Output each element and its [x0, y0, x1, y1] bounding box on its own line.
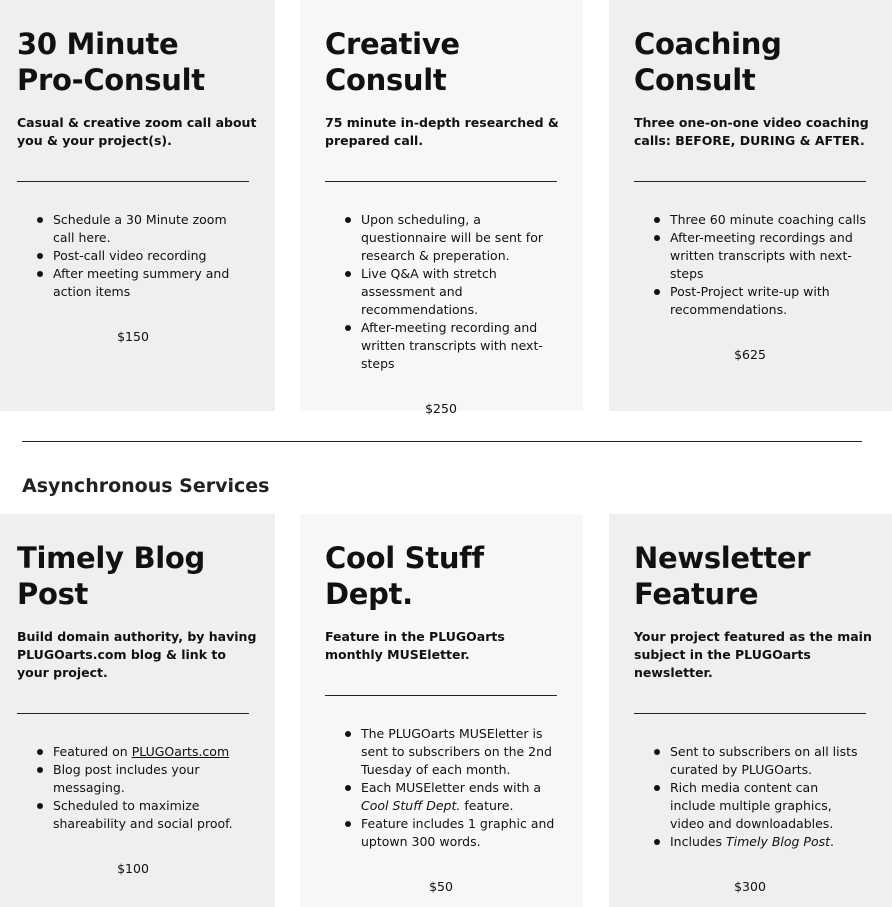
italic-text: Cool Stuff Dept. — [361, 798, 461, 813]
feature-list — [325, 211, 566, 373]
card-title — [325, 540, 566, 612]
list-item: Schedule a 30 Minute zoom call here. — [53, 211, 249, 247]
card-subtitle: Your project featured as the main subject in the PLUGOarts newsletter. — [634, 629, 872, 680]
list-item: Blog post includes your messaging. — [53, 761, 249, 797]
price-label: $625 — [734, 347, 766, 362]
card-divider — [17, 713, 249, 714]
list-item: After-meeting recordings and written transcripts with next-steps — [670, 229, 866, 283]
feature-list — [634, 211, 875, 319]
card-divider — [325, 181, 557, 182]
card-title-line-1: Newsletter — [634, 541, 811, 575]
list-item — [361, 779, 557, 815]
card-title-line-2: Consult — [325, 63, 447, 97]
list-item: After meeting summery and action items — [53, 265, 249, 301]
list-item — [53, 743, 249, 761]
card-subtitle: 75 minute in-depth researched & prepared call. — [325, 115, 559, 148]
list-item: After-meeting recording and written transcripts with next-steps — [361, 319, 557, 373]
card-subtitle: Casual & creative zoom call about you & your project(s). — [17, 115, 257, 148]
list-item: Rich media content can include multiple graphics, video and downloadables. — [670, 779, 866, 833]
card-subtitle: Feature in the PLUGOarts monthly MUSEletter. — [325, 629, 505, 662]
card-title — [325, 26, 566, 98]
card-divider — [17, 181, 249, 182]
card-timely-blog-post — [0, 514, 275, 907]
list-item: Feature includes 1 graphic and uptown 300 words. — [361, 815, 557, 851]
price-label: $300 — [734, 879, 766, 894]
price-label: $50 — [429, 879, 453, 894]
card-title — [634, 540, 875, 612]
list-item: Live Q&A with stretch assessment and recommendations. — [361, 265, 557, 319]
card-title-line-2: Feature — [634, 577, 759, 611]
list-item: Scheduled to maximize shareability and social proof. — [53, 797, 249, 833]
feature-list — [325, 725, 566, 851]
list-item: Post-Project write-up with recommendations. — [670, 283, 866, 319]
plugoarts-link[interactable]: PLUGOarts.com — [131, 744, 230, 759]
list-item: Three 60 minute coaching calls — [670, 212, 866, 227]
feature-list — [17, 211, 258, 301]
section-title: Asynchronous Services — [22, 475, 270, 497]
card-title-line-1: 30 Minute — [17, 27, 179, 61]
list-item-text: Featured on — [53, 744, 132, 759]
card-coaching-consult — [609, 0, 892, 411]
card-title-line-1: Coaching — [634, 27, 782, 61]
list-item: Post-call video recording — [53, 247, 249, 265]
price-label: $250 — [425, 401, 457, 416]
card-title — [634, 26, 875, 98]
list-item-text: Each MUSEletter ends with a — [361, 780, 542, 795]
section-divider — [22, 441, 862, 442]
list-item: The PLUGOarts MUSEletter is sent to subscribers on the 2nd Tuesday of each month. — [361, 725, 557, 779]
card-newsletter-feature — [609, 514, 892, 907]
card-subtitle: Three one-on-one video coaching calls: BEFORE, DURING & AFTER. — [634, 115, 869, 148]
card-title-line-1: Creative — [325, 27, 460, 61]
card-subtitle: Build domain authority, by having PLUGOarts.com blog & link to your project. — [17, 629, 257, 680]
card-title — [17, 540, 258, 612]
card-divider — [634, 713, 866, 714]
card-title-line-1: Cool Stuff Dept. — [325, 541, 484, 611]
card-title-line-2: Consult — [634, 63, 756, 97]
list-item-text: . — [830, 834, 835, 849]
list-item — [670, 833, 866, 851]
card-title-line-2: Pro-Consult — [17, 63, 205, 97]
list-item: Sent to subscribers on all lists curated by PLUGOarts. — [670, 743, 866, 779]
card-divider — [325, 695, 557, 696]
card-divider — [634, 181, 866, 182]
card-30-minute-pro-consult — [0, 0, 275, 411]
feature-list — [634, 743, 875, 851]
card-title-line-1: Timely Blog Post — [17, 541, 205, 611]
card-cool-stuff-dept — [300, 514, 583, 907]
price-label: $100 — [117, 861, 149, 876]
list-item-text: feature. — [460, 798, 514, 813]
feature-list — [17, 743, 258, 833]
list-item: Upon scheduling, a questionnaire will be sent for research & preperation. — [361, 211, 557, 265]
italic-text: Timely Blog Post — [726, 834, 831, 849]
card-creative-consult — [300, 0, 583, 416]
price-label: $150 — [117, 329, 149, 344]
card-title — [17, 26, 258, 98]
list-item-text: Includes — [670, 834, 726, 849]
